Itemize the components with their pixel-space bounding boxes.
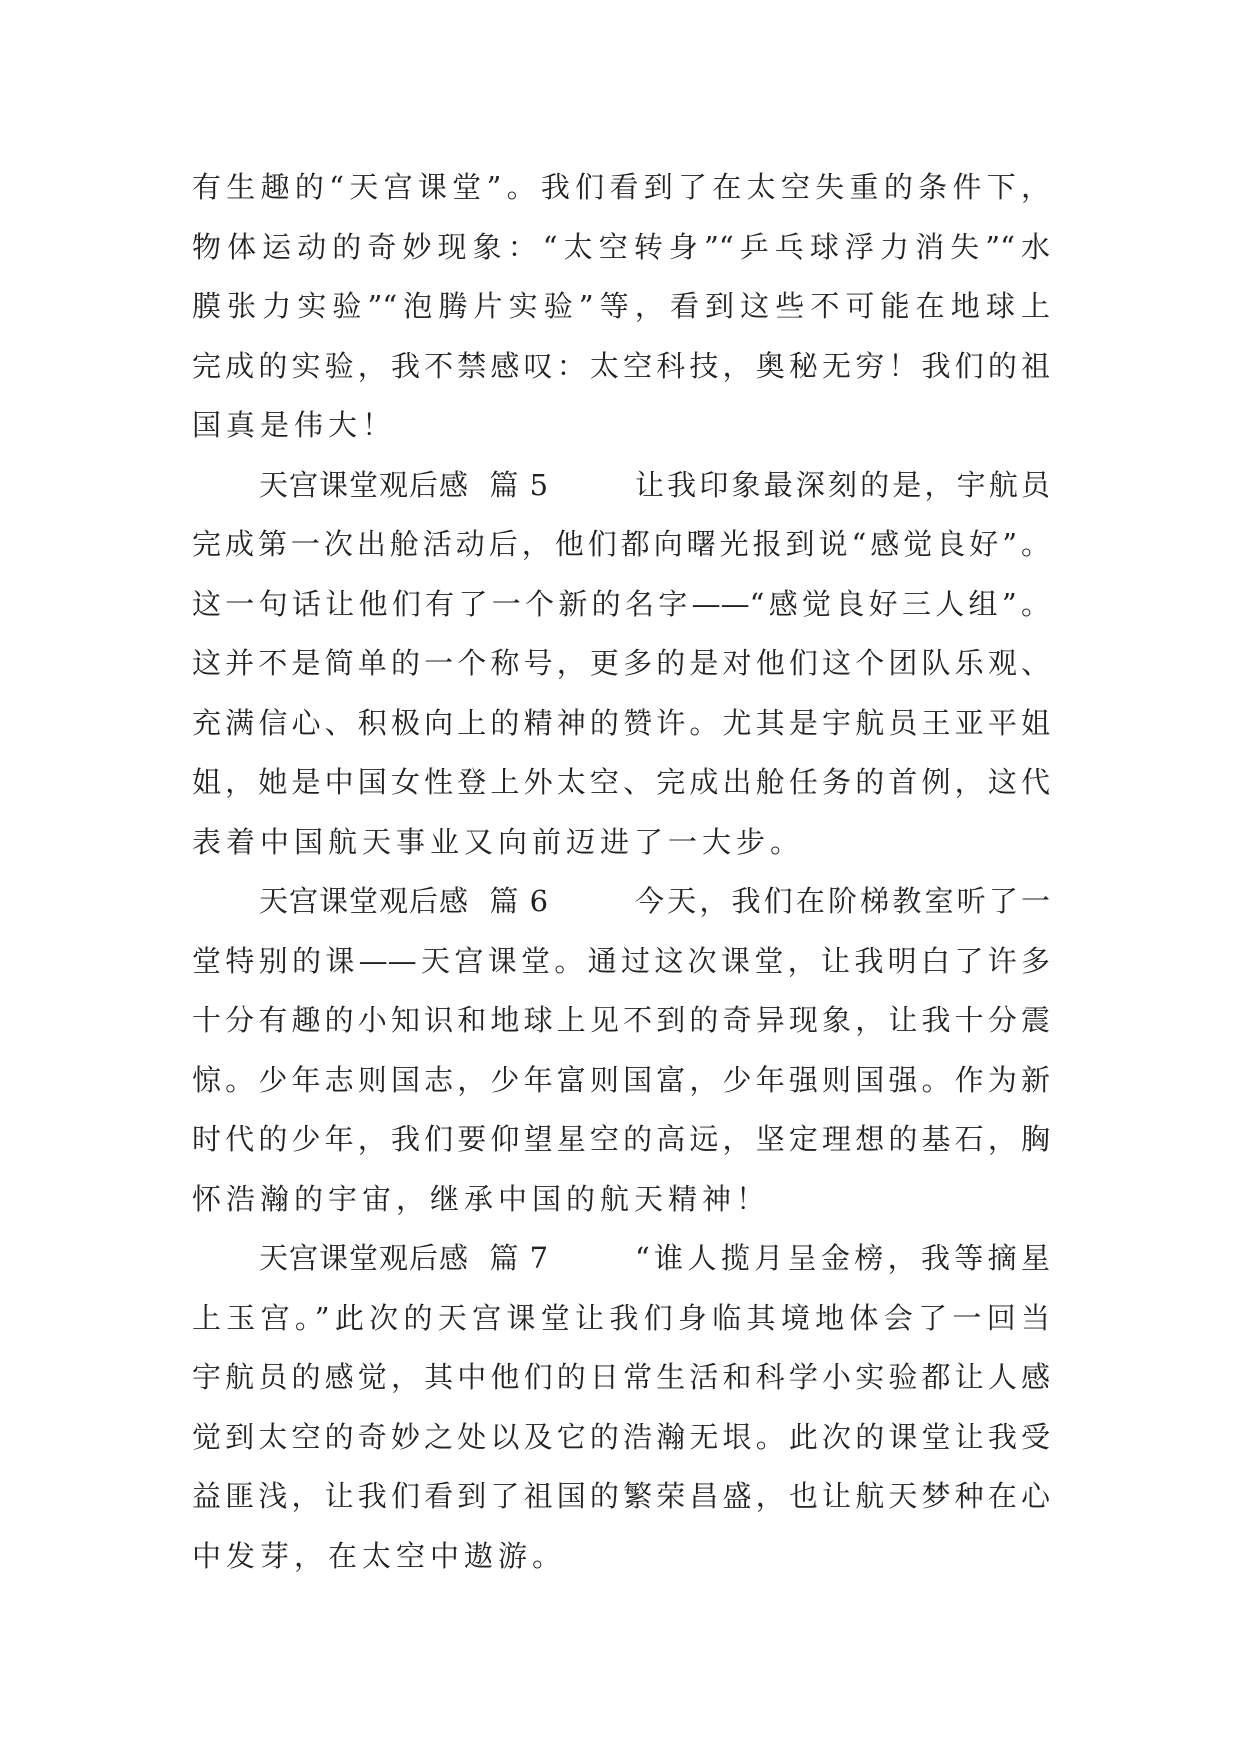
text-line: 十分有趣的小知识和地球上见不到的奇异现象，让我十分震 <box>192 1003 1050 1037</box>
text-line: 姐，她是中国女性登上外太空、完成出舱任务的首例，这代 <box>192 765 1050 799</box>
text-line: 有生趣的“天宫课堂”。我们看到了在太空失重的条件下， <box>192 170 1050 204</box>
text-line: 今天，我们在阶梯教室听了一 <box>635 884 1050 918</box>
text-line: 时代的少年，我们要仰望星空的高远，坚定理想的基石，胸 <box>192 1122 1050 1156</box>
text-line: 益匪浅，让我们看到了祖国的繁荣昌盛，也让航天梦种在心 <box>192 1479 1050 1513</box>
text-line: 膜张力实验”“泡腾片实验”等，看到这些不可能在地球上 <box>192 289 1050 323</box>
text-line: 让我印象最深刻的是，宇航员 <box>635 467 1050 502</box>
section-heading: 天宫课堂观后感 篇 6 <box>259 884 550 918</box>
text-line: 国真是伟大！ <box>192 408 397 442</box>
text-line: 这一句话让他们有了一个新的名字——“感觉良好三人组”。 <box>192 586 1050 621</box>
section-heading: 天宫课堂观后感 篇 5 <box>259 467 550 502</box>
document-body <box>192 158 1050 1586</box>
text-line: 完成第一次出舱活动后，他们都向曙光报到说“感觉良好”。 <box>192 527 1050 561</box>
text-line: 惊。少年志则国志，少年富则国富，少年强则国强。作为新 <box>192 1062 1050 1097</box>
text-line: 表着中国航天事业又向前迈进了一大步。 <box>192 824 805 859</box>
text-line: “谁人揽月呈金榜，我等摘星 <box>635 1241 1050 1275</box>
text-line: 怀浩瀚的宇宙，继承中国的航天精神！ <box>192 1181 771 1216</box>
text-line: 堂特别的课——天宫课堂。通过这次课堂，让我明白了许多 <box>192 943 1050 978</box>
text-line: 完成的实验，我不禁感叹：太空科技，奥秘无穷！我们的祖 <box>192 348 1050 383</box>
text-line: 中发芽，在太空中遨游。 <box>192 1538 567 1573</box>
text-line: 物体运动的奇妙现象：“太空转身”“乒乓球浮力消失”“水 <box>192 229 1050 264</box>
text-line: 这并不是简单的一个称号，更多的是对他们这个团队乐观、 <box>192 646 1050 680</box>
text-line: 觉到太空的奇妙之处以及它的浩瀚无垠。此次的课堂让我受 <box>192 1419 1050 1454</box>
section-heading-line <box>192 456 1050 516</box>
section-heading-line <box>192 1229 1050 1289</box>
text-line: 上玉宫。”此次的天宫课堂让我们身临其境地体会了一回当 <box>192 1300 1050 1335</box>
text-line: 宇航员的感觉，其中他们的日常生活和科学小实验都让人感 <box>192 1360 1050 1394</box>
text-line: 充满信心、积极向上的精神的赞许。尤其是宇航员王亚平姐 <box>192 705 1050 740</box>
section-heading-line <box>192 872 1050 932</box>
section-heading: 天宫课堂观后感 篇 7 <box>259 1241 550 1275</box>
